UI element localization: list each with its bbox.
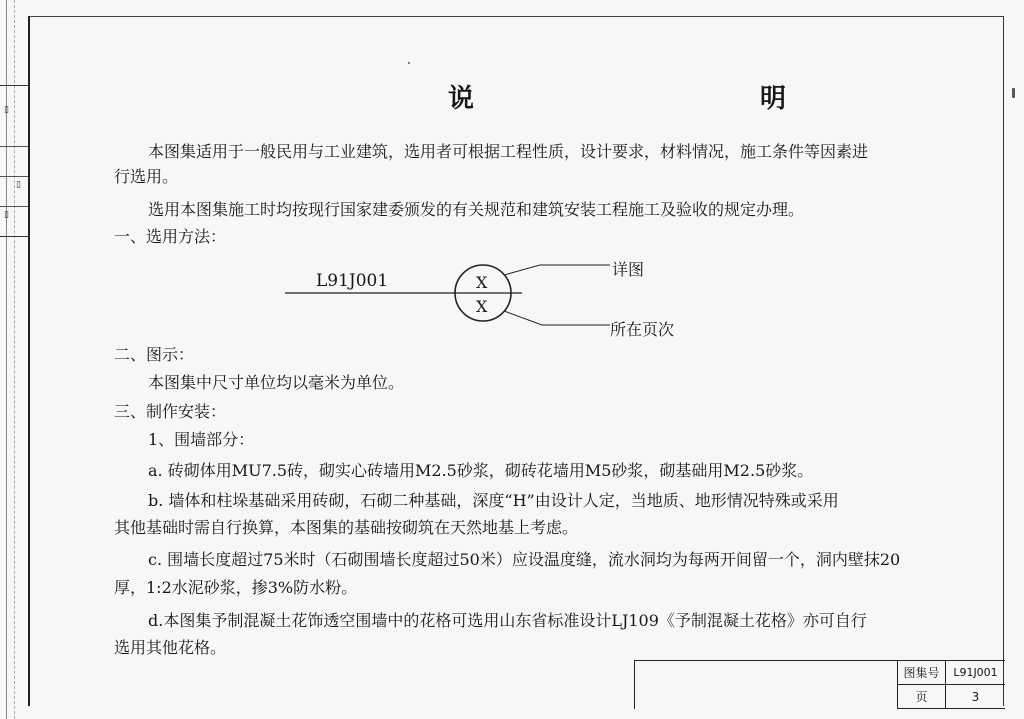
intro-paragraph-2: 选用本图集施工时均按现行国家建委颁发的有关规范和建筑安装工程施工及验收的规定办理。	[148, 200, 805, 219]
binding-strip	[0, 85, 28, 237]
item-d-line-2: 选用其他花格。	[114, 638, 227, 657]
detail-number-symbol: X	[476, 273, 488, 292]
binding-mark: ▯	[16, 180, 21, 190]
leader-detail	[504, 265, 610, 275]
title-block	[634, 660, 1005, 709]
page-number-value: 3	[945, 685, 1005, 709]
intro-paragraph-1-cont: 行选用。	[114, 167, 179, 186]
section-1-heading: 一、选用方法：	[114, 227, 227, 246]
item-c-line-1: c. 围墙长度超过75米时（石砌围墙长度超过50米）应设温度缝，流水洞均为每两开间留一个，洞内壁抹20	[148, 550, 901, 569]
page-number-symbol: X	[476, 297, 488, 316]
item-b-line-1: b. 墙体和柱垛基础采用砖砌，石砌二种基础，深度“H”由设计人定，当地质、地形情况特殊或采用	[148, 491, 839, 510]
scan-speck	[1012, 88, 1015, 98]
page-title: 说 明	[448, 84, 865, 114]
atlas-number-value: L91J001	[945, 661, 1005, 685]
index-symbol-diagram	[280, 255, 700, 345]
page-label: 所在页次	[610, 320, 675, 339]
item-b-line-2: 其他基础时需自行换算，本图集的基础按砌筑在天然地基上考虑。	[114, 518, 579, 537]
atlas-code-label: L91J001	[316, 271, 389, 291]
section-3-heading: 三、制作安装：	[114, 402, 227, 421]
section-2-body: 本图集中尺寸单位均以毫米为单位。	[148, 373, 405, 392]
page-number-label: 页	[897, 685, 945, 709]
atlas-number-label: 图集号	[897, 661, 945, 685]
item-d-line-1: d.本图集予制混凝土花饰透空围墙中的花格可选用山东省标准设计LJ109《予制混凝土花格》亦可自行	[148, 611, 867, 630]
item-c-line-2: 厚，1:2水泥砂浆，掺3%防水粉。	[114, 578, 358, 597]
intro-paragraph-1: 本图集适用于一般民用与工业建筑，选用者可根据工程性质，设计要求，材料情况，施工条件等因素进	[148, 142, 869, 161]
section-3-subheading: 1、围墙部分：	[148, 430, 255, 449]
item-a: a. 砖砌体用MU7.5砖，砌实心砖墙用M2.5砂浆，砌砖花墙用M5砂浆，砌基础用M2.5砂浆。	[148, 461, 814, 480]
leader-page	[504, 311, 610, 325]
binding-mark: ▯	[4, 105, 9, 115]
detail-label: 详图	[612, 260, 645, 279]
scan-speck	[408, 62, 410, 64]
section-2-heading: 二、图示：	[114, 345, 195, 364]
binding-mark: ▯	[4, 210, 9, 220]
